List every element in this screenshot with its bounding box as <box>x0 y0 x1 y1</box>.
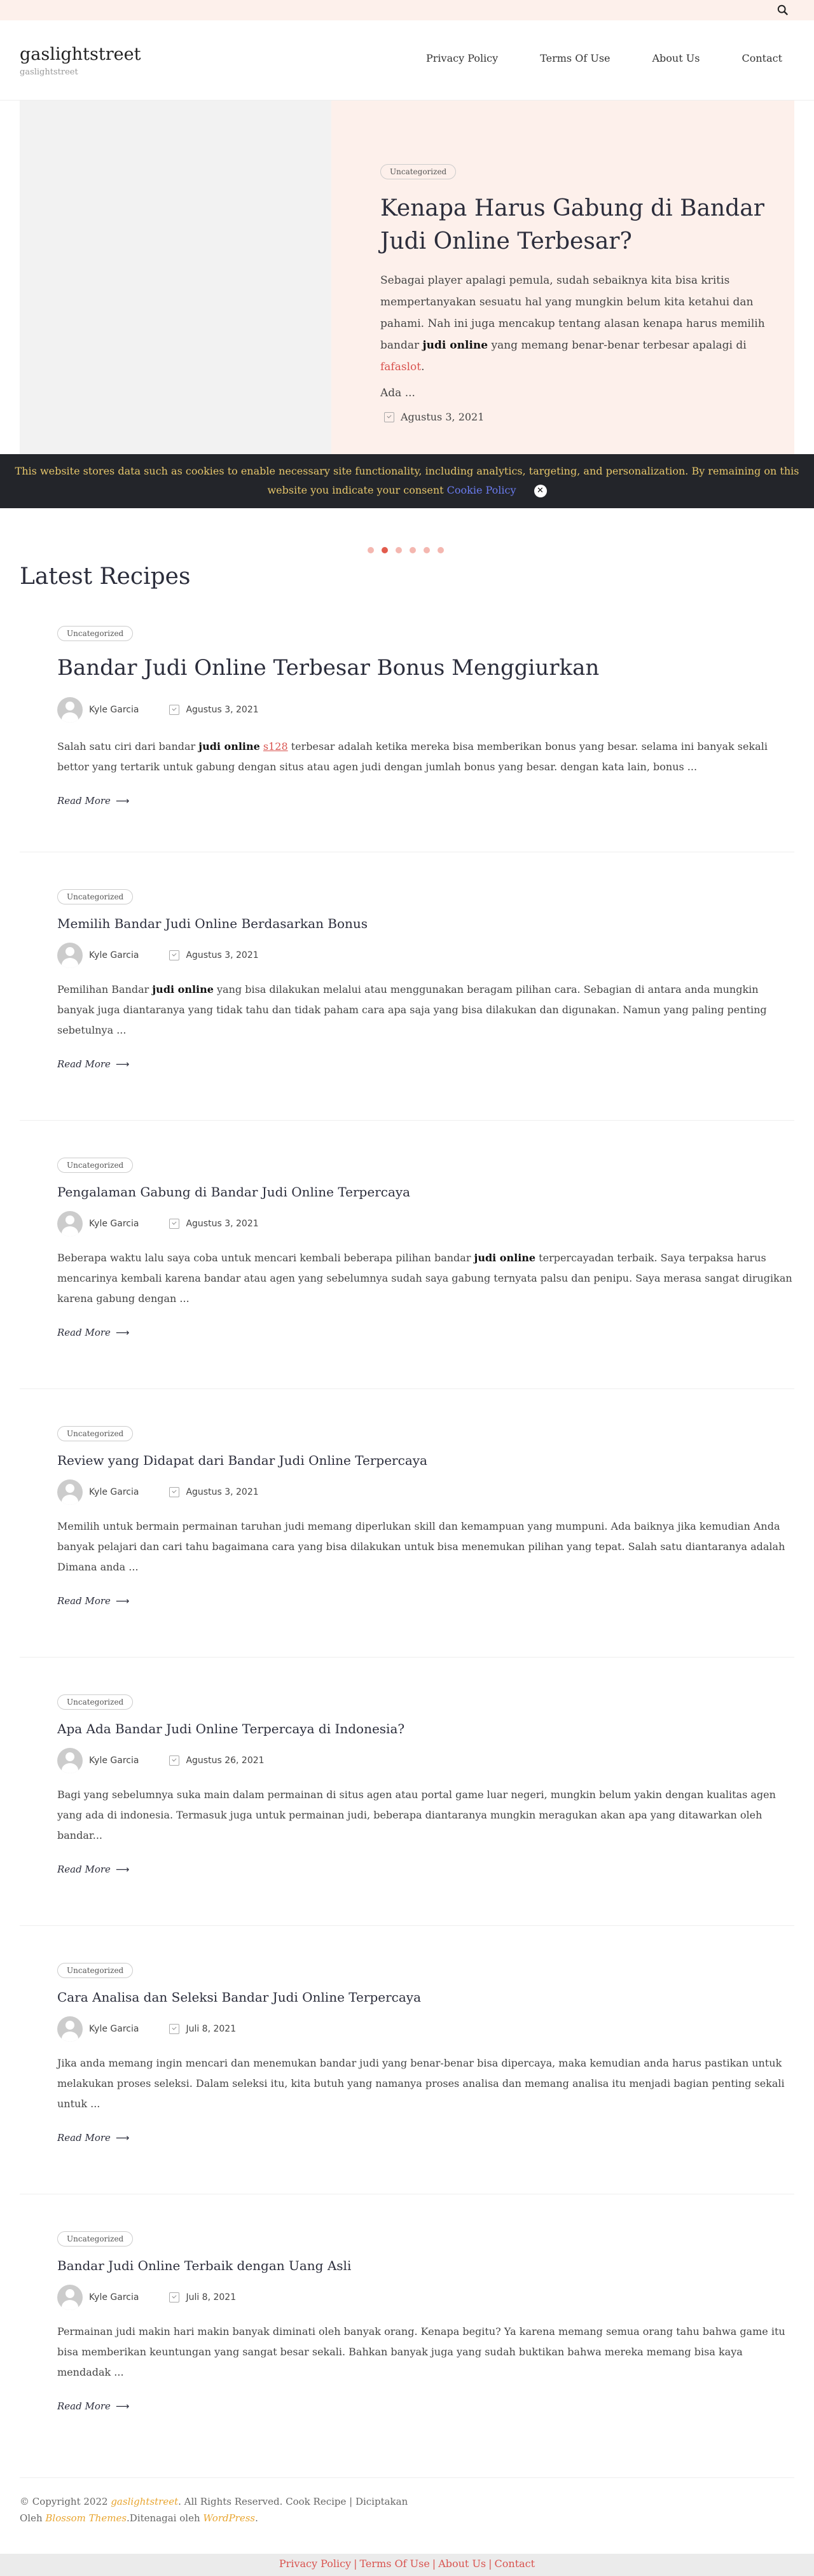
hero-ellipsis: Ada ... <box>380 387 415 399</box>
footer-nav: Privacy Policy | Terms Of Use | About Us | Contact <box>0 2554 814 2576</box>
read-more-link[interactable]: Read More ⟶ <box>57 1595 130 1607</box>
calendar-icon <box>169 1219 179 1229</box>
avatar <box>57 1748 83 1773</box>
arrow-right-icon: ⟶ <box>115 2132 130 2143</box>
post-author[interactable]: Kyle Garcia <box>89 1755 139 1766</box>
nav-contact[interactable]: Contact <box>742 52 782 64</box>
post-title[interactable]: Bandar Judi Online Terbesar Bonus Menggiurkan <box>57 655 600 681</box>
arrow-right-icon: ⟶ <box>115 2400 130 2412</box>
hero-date: Agustus 3, 2021 <box>380 411 768 423</box>
post-date[interactable]: Agustus 3, 2021 <box>186 950 259 960</box>
arrow-right-icon: ⟶ <box>115 795 130 807</box>
avatar <box>57 1211 83 1236</box>
read-more-link[interactable]: Read More ⟶ <box>57 1864 130 1875</box>
footer-privacy-policy[interactable]: Privacy Policy <box>279 2558 352 2570</box>
slider-pagination <box>368 547 444 553</box>
post-meta <box>57 2285 795 2310</box>
footer-contact[interactable]: Contact <box>494 2558 535 2570</box>
avatar <box>57 2285 83 2310</box>
section-title: Latest Recipes <box>20 564 191 590</box>
wordpress-link[interactable]: WordPress <box>203 2512 256 2524</box>
search-icon[interactable] <box>777 4 789 16</box>
post-meta <box>57 943 795 968</box>
post-title[interactable]: Bandar Judi Online Terbaik dengan Uang Asli <box>57 2258 352 2273</box>
post-card <box>57 1963 795 2143</box>
post-excerpt: Permainan judi makin hari makin banyak diminati oleh banyak orang. Kenapa begitu? Ya karena memang semua orang tahu bahwa game itu bisa memberikan keuntungan yang sangat besar sekali. Bahkan banyak juga yang sudah buktikan bahwa mereka memang bisa kaya mendadak ... <box>57 2325 785 2378</box>
post-excerpt-link[interactable]: s128 <box>263 740 288 752</box>
slider-dot[interactable] <box>396 547 402 553</box>
slider-dot[interactable] <box>424 547 430 553</box>
calendar-icon <box>169 2024 179 2034</box>
credit-line: Oleh Blossom Themes.Ditenagai oleh WordPress. <box>20 2512 258 2524</box>
theme-link[interactable]: Blossom Themes <box>45 2512 127 2524</box>
slider-dot[interactable] <box>410 547 416 553</box>
post-excerpt: Salah satu ciri dari bandar judi online s128 terbesar adalah ketika mereka bisa memberikan bonus yang besar. selama ini banyak sekali bettor yang tertarik untuk gabung dengan situs atau agen judi dengan jumlah bonus yang besar. dengan kata lain, bonus ... <box>57 740 768 773</box>
post-card <box>57 2231 795 2412</box>
calendar-icon <box>169 950 179 960</box>
post-author[interactable]: Kyle Garcia <box>89 1219 139 1229</box>
site-footer <box>20 2493 794 2526</box>
post-author[interactable]: Kyle Garcia <box>89 950 139 960</box>
post-date[interactable]: Juli 8, 2021 <box>186 2024 237 2034</box>
avatar <box>57 943 83 968</box>
post-card <box>57 1694 795 1875</box>
post-meta <box>57 1211 795 1236</box>
footer-terms-of-use[interactable]: Terms Of Use <box>359 2558 430 2570</box>
post-title[interactable]: Memilih Bandar Judi Online Berdasarkan Bonus <box>57 916 368 931</box>
read-more-link[interactable]: Read More ⟶ <box>57 795 130 807</box>
divider <box>20 1925 794 1926</box>
slider-dot-active[interactable] <box>382 547 388 553</box>
hero-excerpt-link[interactable]: fafaslot <box>380 361 422 373</box>
calendar-icon <box>169 1487 179 1497</box>
avatar <box>57 2016 83 2042</box>
post-date[interactable]: Agustus 3, 2021 <box>186 1219 259 1229</box>
hero-excerpt: Sebagai player apalagi pemula, sudah sebaiknya kita bisa kritis mempertanyakan sesuatu hal yang mungkin belum kita ketahui dan pahami. Nah ini juga mencakup tentang alasan kenapa harus memilih bandar judi online yang memang benar-benar terbesar apalagi di fafaslot. <box>380 274 765 373</box>
post-meta <box>57 1479 795 1505</box>
post-author[interactable]: Kyle Garcia <box>89 705 139 715</box>
hero-image[interactable] <box>20 100 331 457</box>
category-tag[interactable]: Uncategorized <box>57 2231 133 2247</box>
cookie-policy-link[interactable]: Cookie Policy <box>446 484 516 496</box>
nav-terms-of-use[interactable]: Terms Of Use <box>540 52 610 64</box>
nav-about-us[interactable]: About Us <box>652 52 700 64</box>
post-title[interactable]: Review yang Didapat dari Bandar Judi Online Terpercaya <box>57 1453 427 1468</box>
category-tag[interactable]: Uncategorized <box>57 889 133 904</box>
post-excerpt: Pemilihan Bandar judi online yang bisa dilakukan melalui atau menggunakan beragam pilihan cara. Sebagian di antara anda mungkin banyak juga diantaranya yang tidak tahu dan tidak paham cara apa saja yang bisa dilakukan dan digunakan. Namun yang paling penting sebetulnya ... <box>57 983 767 1036</box>
site-header <box>0 20 814 100</box>
calendar-icon <box>169 2292 179 2302</box>
calendar-icon <box>169 705 179 715</box>
divider <box>20 1657 794 1658</box>
avatar <box>57 697 83 723</box>
post-date[interactable]: Juli 8, 2021 <box>186 2292 237 2302</box>
hero-slide <box>20 100 794 457</box>
category-tag[interactable]: Uncategorized <box>57 1426 133 1441</box>
footer-site-link[interactable]: gaslightstreet <box>111 2496 179 2507</box>
hero-title[interactable]: Kenapa Harus Gabung di Bandar Judi Online Terbesar? <box>380 195 764 254</box>
nav-privacy-policy[interactable]: Privacy Policy <box>426 52 499 64</box>
post-author[interactable]: Kyle Garcia <box>89 2292 139 2302</box>
top-bar <box>0 0 814 20</box>
post-meta <box>57 1748 795 1773</box>
post-date[interactable]: Agustus 3, 2021 <box>186 705 259 715</box>
arrow-right-icon: ⟶ <box>115 1058 130 1070</box>
post-excerpt: Beberapa waktu lalu saya coba untuk mencari kembali beberapa pilihan bandar judi online terpercayadan terbaik. Saya terpaksa harus mencarinya kembali karena bandar atau agen yang sebelumnya sudah saya gabung ternyata palsu dan penipu. Saya merasa sangat dirugikan karena gabung dengan ... <box>57 1252 792 1305</box>
post-card <box>57 1426 795 1607</box>
arrow-right-icon: ⟶ <box>115 1595 130 1607</box>
post-excerpt: Jika anda memang ingin mencari dan menemukan bandar judi yang benar-benar bisa dipercaya, maka kemudian anda harus pastikan untuk melakukan proses seleksi. Dalam seleksi itu, kita butuh yang namanya proses analisa dan memang analisa itu menjadi bagian penting sekali untuk ... <box>57 2057 785 2110</box>
post-author[interactable]: Kyle Garcia <box>89 1487 139 1497</box>
category-tag[interactable]: Uncategorized <box>57 1694 133 1710</box>
arrow-right-icon: ⟶ <box>115 1864 130 1875</box>
divider <box>20 1388 794 1389</box>
slider-dot[interactable] <box>368 547 374 553</box>
post-excerpt: Memilih untuk bermain permainan taruhan judi memang diperlukan skill dan kemampuan yang mumpuni. Ada baiknya jika kemudian Anda banyak pelajari dan cari tahu bagaimana cara yang bisa dilakukan untuk bisa menemukan pilihan yang tepat. Salah satu diantaranya adalah Dimana anda ... <box>57 1520 785 1573</box>
post-author[interactable]: Kyle Garcia <box>89 2024 139 2034</box>
cookie-text: This website stores data such as cookies to enable necessary site functionality, including analytics, targeting, and personalization. By remaining on this website you indicate your consent <box>15 465 799 496</box>
category-tag[interactable]: Uncategorized <box>57 1158 133 1173</box>
post-title[interactable]: Apa Ada Bandar Judi Online Terpercaya di Indonesia? <box>57 1721 405 1736</box>
post-title[interactable]: Cara Analisa dan Seleksi Bandar Judi Online Terpercaya <box>57 1990 422 2005</box>
arrow-right-icon: ⟶ <box>115 1327 130 1338</box>
avatar <box>57 1479 83 1505</box>
post-excerpt: Bagi yang sebelumnya suka main dalam permainan di situs agen atau portal game luar negeri, mungkin belum yakin dengan kualitas agen yang ada di indonesia. Termasuk juga untuk permainan judi, beberapa diantaranya mungkin meragukan akan apa yang ditawarkan oleh bandar... <box>57 1789 776 1841</box>
close-icon[interactable]: ✕ <box>534 485 547 497</box>
post-date[interactable]: Agustus 26, 2021 <box>186 1755 265 1766</box>
post-card <box>57 889 795 1070</box>
post-date[interactable]: Agustus 3, 2021 <box>186 1487 259 1497</box>
category-tag[interactable]: Uncategorized <box>380 164 456 179</box>
hero-content <box>380 164 768 423</box>
site-title[interactable]: gaslightstreet <box>20 45 141 64</box>
divider <box>20 2477 794 2478</box>
read-more-link[interactable]: Read More ⟶ <box>57 1058 130 1070</box>
post-title[interactable]: Pengalaman Gabung di Bandar Judi Online Terpercaya <box>57 1184 411 1200</box>
cookie-banner <box>0 454 814 508</box>
copyright-line: © Copyright 2022 gaslightstreet. All Rights Reserved. Cook Recipe | Diciptakan <box>20 2496 408 2507</box>
site-tagline: gaslightstreet <box>20 67 78 77</box>
main-nav <box>426 52 782 64</box>
category-tag[interactable]: Uncategorized <box>57 626 133 641</box>
post-meta <box>57 697 795 723</box>
read-more-link[interactable]: Read More ⟶ <box>57 2132 130 2143</box>
post-card <box>57 626 795 807</box>
read-more-link[interactable]: Read More ⟶ <box>57 1327 130 1338</box>
post-meta <box>57 2016 795 2042</box>
calendar-icon <box>384 412 394 422</box>
read-more-link[interactable]: Read More ⟶ <box>57 2400 130 2412</box>
footer-about-us[interactable]: About Us <box>438 2558 486 2570</box>
post-card <box>57 1158 795 1338</box>
divider <box>20 1120 794 1121</box>
category-tag[interactable]: Uncategorized <box>57 1963 133 1978</box>
calendar-icon <box>169 1755 179 1766</box>
slider-dot[interactable] <box>438 547 444 553</box>
